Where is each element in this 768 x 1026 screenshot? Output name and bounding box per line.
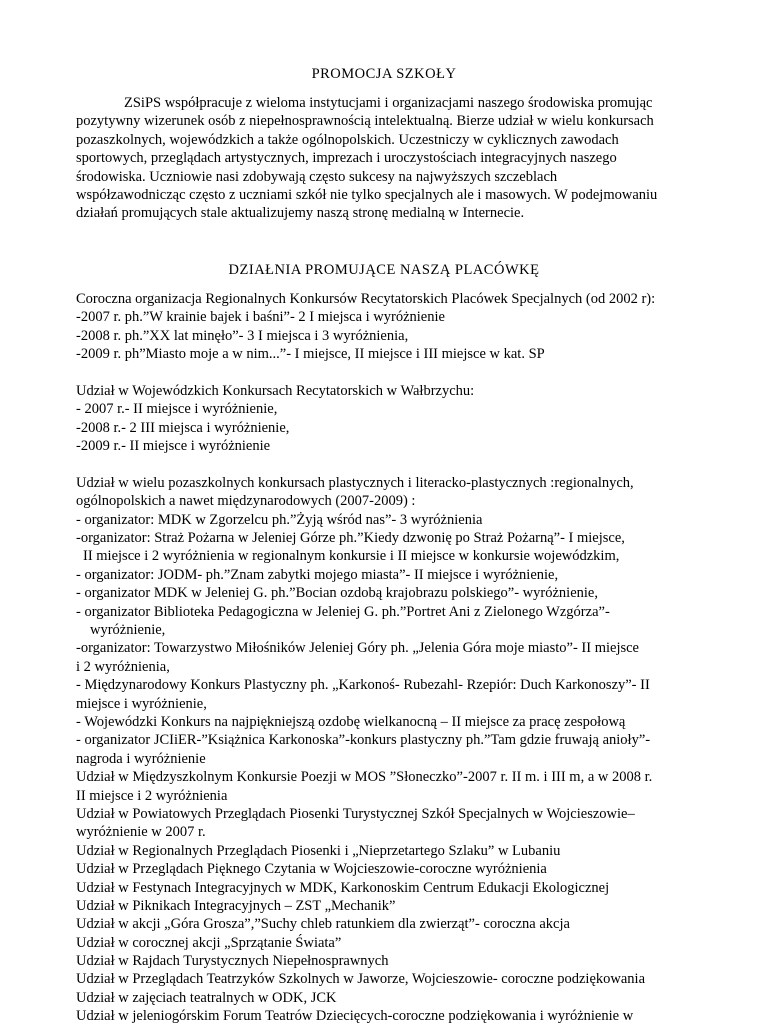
list-line: Udział w Powiatowych Przeglądach Piosenki Turystycznej Szkół Specjalnych w Wojcieszowie– [76,805,635,822]
list-line: Udział w Przeglądach Pięknego Czytania w Wojcieszowie-coroczne wyróżnienia [76,861,547,878]
list-line: nagroda i wyróżnienie [76,750,206,767]
intro-line: działań promujących stale aktualizujemy naszą stronę medialną w Internecie. [76,205,525,222]
list-line: - Międzynarodowy Konkurs Plastyczny ph. „Karkonoś- Rubezahl- Rzepiór: Duch Karkonoszy”- II [76,677,650,694]
activities-list [76,290,716,1026]
list-line: Udział w Przeglądach Teatrzyków Szkolnych w Jaworze, Wojcieszowie- coroczne podziękowania [76,971,646,988]
list-line: Udział w akcji „Góra Grosza”,”Suchy chleb ratunkiem dla zwierząt”- coroczna akcja [76,916,570,933]
list-line: Udział w zajęciach teatralnych w ODK, JCK [76,989,337,1006]
list-line: II miejsce i 2 wyróżnienia [76,787,228,804]
list-line: Udział w Rajdach Turystycznych Niepełnosprawnych [76,953,389,970]
list-line: Udział w wielu pozaszkolnych konkursach plastycznych i literacko-plastycznych :regionalnych, [76,474,634,491]
list-line: -organizator: Towarzystwo Miłośników Jeleniej Góry ph. „Jelenia Góra moje miasto”- II miejsce [76,640,639,657]
list-line: - organizator JCIiER-”Książnica Karkonoska”-konkurs plastyczny ph.”Tam gdzie fruwają anioły”- [76,732,651,749]
section-title: DZIAŁNIA PROMUJĄCE NASZĄ PLACÓWKĘ [228,262,540,278]
list-line: miejsce i wyróżnienie, [76,695,207,712]
intro-line: pozaszkolnych, wojewódzkich a także ogólnopolskich. Uczestniczy w cyklicznych zawodach [76,131,619,148]
intro-line: ZSiPS współpracuje z wieloma instytucjami i organizacjami naszego środowiska promując [124,95,653,111]
intro-paragraph [76,94,716,223]
spacer [76,456,716,474]
intro-line: współzawodnicząc często z uczniami szkół nie tylko specjalnych ale i masowych. W podejmowaniu [76,186,658,203]
list-line: wyróżnienie w 2007 r. [76,824,206,841]
intro-line: pozytywny wizerunek osób z niepełnosprawnością intelektualną. Bierze udział w wielu konkursach [76,113,654,130]
list-line: -organizator: Straż Pożarna w Jeleniej Górze ph.”Kiedy dzwonię po Straż Pożarną”- I miejsce, [76,530,625,547]
list-line: - organizator MDK w Jeleniej G. ph.”Bocian ozdobą krajobrazu polskiego”- wyróżnienie, [76,585,598,602]
list-line: Udział w Piknikach Integracyjnych – ZST „Mechanik” [76,897,396,914]
spacer [76,364,716,382]
list-line: Udział w corocznej akcji „Sprzątanie Świata” [76,934,342,951]
intro-line: sportowych, przeglądach artystycznych, imprezach i uroczystościach integracyjnych naszego [76,150,617,167]
list-line: Udział w Festynach Integracyjnych w MDK, Karkonoskim Centrum Edukacji Ekologicznej [76,879,610,896]
list-line: -2008 r. ph.”XX lat minęło”- 3 I miejsca i 3 wyróżnienia, [76,327,409,344]
list-line: - organizator: MDK w Zgorzelcu ph.”Żyją wśród nas”- 3 wyróżnienia [76,511,483,528]
list-line: Udział w jeleniogórskim Forum Teatrów Dziecięcych-coroczne podziękowania i wyróżnienie w [76,1008,634,1025]
list-line: - 2007 r.- II miejsce i wyróżnienie, [76,401,278,418]
list-line: - organizator: JODM- ph.”Znam zabytki mojego miasta”- II miejsce i wyróżnienie, [76,566,559,583]
list-line: -2009 r.- II miejsce i wyróżnienie [76,438,271,455]
list-line: Udział w Wojewódzkich Konkursach Recytatorskich w Wałbrzychu: [76,382,475,399]
list-line: -2007 r. ph.”W krainie bajek i baśni”- 2 I miejsca i wyróżnienie [76,309,445,326]
list-line: ogólnopolskich a nawet międzynarodowych (2007-2009) : [76,493,416,510]
list-line: - Wojewódzki Konkurs na najpiękniejszą ozdobę wielkanocną – II miejsce za pracę zespołową [76,713,626,730]
list-line: Udział w Międzyszkolnym Konkursie Poezji w MOS ”Słoneczko”-2007 r. II m. i III m, a w 2008 r. [76,769,653,786]
list-line: Coroczna organizacja Regionalnych Konkursów Recytatorskich Placówek Specjalnych (od 2002 r): [76,291,656,307]
page-title: PROMOCJA SZKOŁY [311,66,457,82]
list-line: -2008 r.- 2 III miejsca i wyróżnienie, [76,419,290,436]
list-line: wyróżnienie, [90,622,166,639]
list-line: II miejsce i 2 wyróżnienia w regionalnym konkursie i II miejsce w konkursie wojewódzkim, [83,548,620,565]
intro-line: środowiska. Uczniowie nasi zdobywają często sukcesy na najwyższych szczeblach [76,168,558,185]
list-line: -2009 r. ph”Miasto moje a w nim...”- I miejsce, II miejsce i III miejsce w kat. SP [76,346,545,363]
list-line: - organizator Biblioteka Pedagogiczna w Jeleniej G. ph.”Portret Ani z Zielonego Wzgórza”- [76,603,610,620]
list-line: Udział w Regionalnych Przeglądach Piosenki i „Nieprzetartego Szlaku” w Lubaniu [76,842,561,859]
list-line: i 2 wyróżnienia, [76,658,170,675]
